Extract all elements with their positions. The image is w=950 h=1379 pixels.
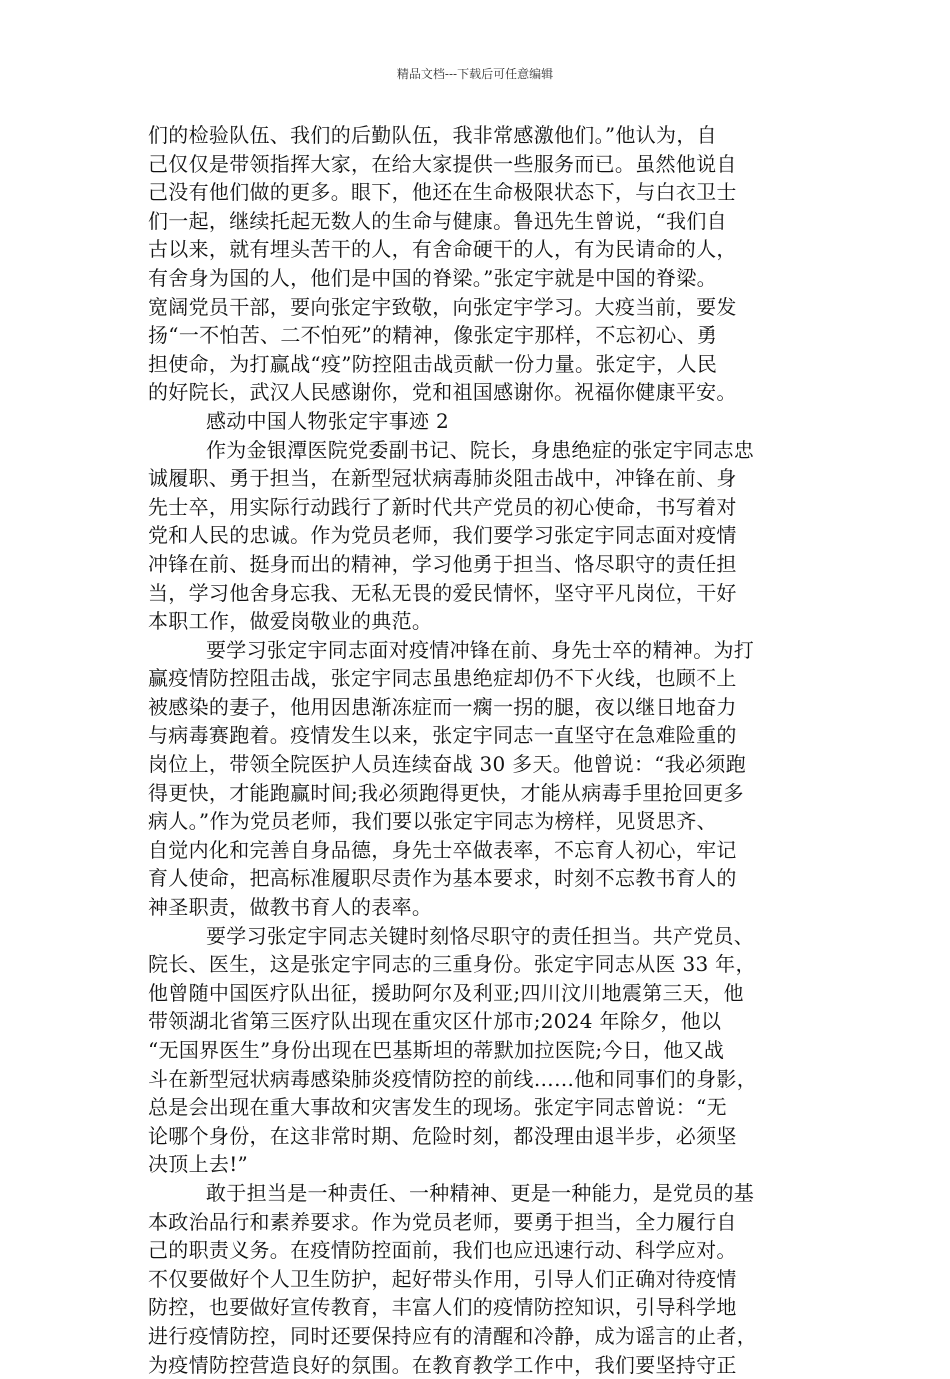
text-line: 斗在新型冠状病毒感染肺炎疫情防控的前线……他和同事们的身影， [148, 1066, 757, 1091]
text-line: 院长、医生，这是张定宇同志的三重身份。张定宇同志从医 33 年， [148, 952, 756, 977]
text-line: 己没有他们做的更多。眼下，他还在生命极限状态下，与白衣卫士 [148, 180, 737, 205]
text-line: 敢于担当是一种责任、一种精神、更是一种能力，是党员的基 [206, 1180, 755, 1205]
text-line: 宽阔党员干部，要向张定宇致敬，向张定宇学习。大疫当前，要发 [148, 294, 737, 319]
text-line: 被感染的妻子，他用因患渐冻症而一瘸一拐的腿，夜以继日地奋力 [148, 694, 737, 719]
text-line: 诚履职、勇于担当，在新型冠状病毒肺炎阻击战中，冲锋在前、身 [148, 466, 737, 491]
text-line: 有舍身为国的人，他们是中国的脊梁。”张定宇就是中国的脊梁。 [148, 265, 717, 290]
text-line: 先士卒，用实际行动践行了新时代共产党员的初心使命，书写着对 [148, 494, 737, 519]
document-body [148, 121, 810, 1379]
text-line: 得更快，才能跑赢时间;我必须跑得更快，才能从病毒手里抢回更多 [148, 780, 744, 805]
text-line: “无国界医生”身份出现在巴基斯坦的蒂默加拉医院;今日，他又战 [148, 1038, 725, 1062]
page-header: 精品文档---下载后可任意编辑 [396, 67, 554, 81]
text-line: 己仅仅是带领指挥大家，在给大家提供一些服务而已。虽然他说自 [148, 151, 737, 176]
text-line: 感动中国人物张定宇事迹 2 [206, 408, 449, 433]
text-line: 们一起，继续托起无数人的生命与健康。鲁迅先生曾说，“我们自 [148, 208, 727, 233]
text-line: 本职工作，做爱岗敬业的典范。 [148, 609, 433, 634]
text-line: 论哪个身份，在这非常时期、危险时刻，都没理由退半步，必须坚 [148, 1123, 737, 1148]
text-line: 党和人民的忠诚。作为党员老师，我们要学习张定宇同志面对疫情 [148, 523, 737, 548]
text-line: 进行疫情防控，同时还要保持应有的清醒和冷静，成为谣言的止者， [148, 1323, 757, 1348]
text-line: 他曾随中国医疗队出征，援助阿尔及利亚;四川汶川地震第三天，他 [148, 980, 744, 1005]
text-line: 赢疫情防控阻击战，张定宇同志虽患绝症却仍不下火线，也顾不上 [148, 666, 737, 691]
text-line: 与病毒赛跑着。疫情发生以来，张定宇同志一直坚守在急难险重的 [148, 723, 737, 748]
text-line: 病人。”作为党员老师，我们要以张定宇同志为榜样，见贤思齐、 [148, 809, 717, 834]
text-line: 育人使命，把高标准履职尽责作为基本要求，时刻不忘教书育人的 [148, 866, 737, 891]
text-line: 带领湖北省第三医疗队出现在重灾区什邡市;2024 年除夕，他以 [148, 1009, 722, 1034]
text-line: 们的检验队伍、我们的后勤队伍，我非常感激他们。”他认为，自 [148, 123, 717, 147]
text-line: 决顶上去!” [148, 1152, 249, 1177]
text-line: 神圣职责，做教书育人的表率。 [148, 895, 433, 920]
text-line: 担使命，为打赢战“疫”防控阻击战贡献一份力量。张定宇，人民 [148, 351, 718, 376]
text-line: 岗位上，带领全院医护人员连续奋战 30 多天。他曾说：“我必须跑 [148, 752, 746, 777]
text-line: 不仅要做好个人卫生防护，起好带头作用，引导人们正确对待疫情 [148, 1266, 737, 1291]
text-line: 古以来，就有埋头苦干的人，有舍命硬干的人，有为民请命的人， [148, 237, 737, 262]
text-line: 为疫情防控营造良好的氛围。在教育教学工作中，我们要坚持守正 [148, 1352, 737, 1377]
text-line: 己的职责义务。在疫情防控面前，我们也应迅速行动、科学应对。 [148, 1238, 737, 1263]
text-line: 要学习张定宇同志关键时刻恪尽职守的责任担当。共产党员、 [206, 923, 755, 948]
text-line: 要学习张定宇同志面对疫情冲锋在前、身先士卒的精神。为打 [206, 637, 755, 662]
text-line: 防控，也要做好宣传教育，丰富人们的疫情防控知识，引导科学地 [148, 1295, 737, 1320]
text-line: 的好院长，武汉人民感谢你，党和祖国感谢你。祝福你健康平安。 [148, 380, 737, 405]
text-line: 总是会出现在重大事故和灾害发生的现场。张定宇同志曾说：“无 [148, 1095, 727, 1120]
text-line: 本政治品行和素养要求。作为党员老师，要勇于担当，全力履行自 [148, 1209, 737, 1234]
text-line: 自觉内化和完善自身品德，身先士卒做表率，不忘育人初心，牢记 [148, 837, 737, 862]
text-line: 扬“一不怕苦、二不怕死”的精神，像张定宇那样，不忘初心、勇 [148, 323, 718, 348]
text-line: 作为金银潭医院党委副书记、院长，身患绝症的张定宇同志忠 [206, 437, 755, 462]
text-line: 冲锋在前、挺身而出的精神，学习他勇于担当、恪尽职守的责任担 [148, 551, 737, 576]
text-line: 当，学习他舍身忘我、无私无畏的爱民情怀，坚守平凡岗位，干好 [148, 580, 737, 605]
